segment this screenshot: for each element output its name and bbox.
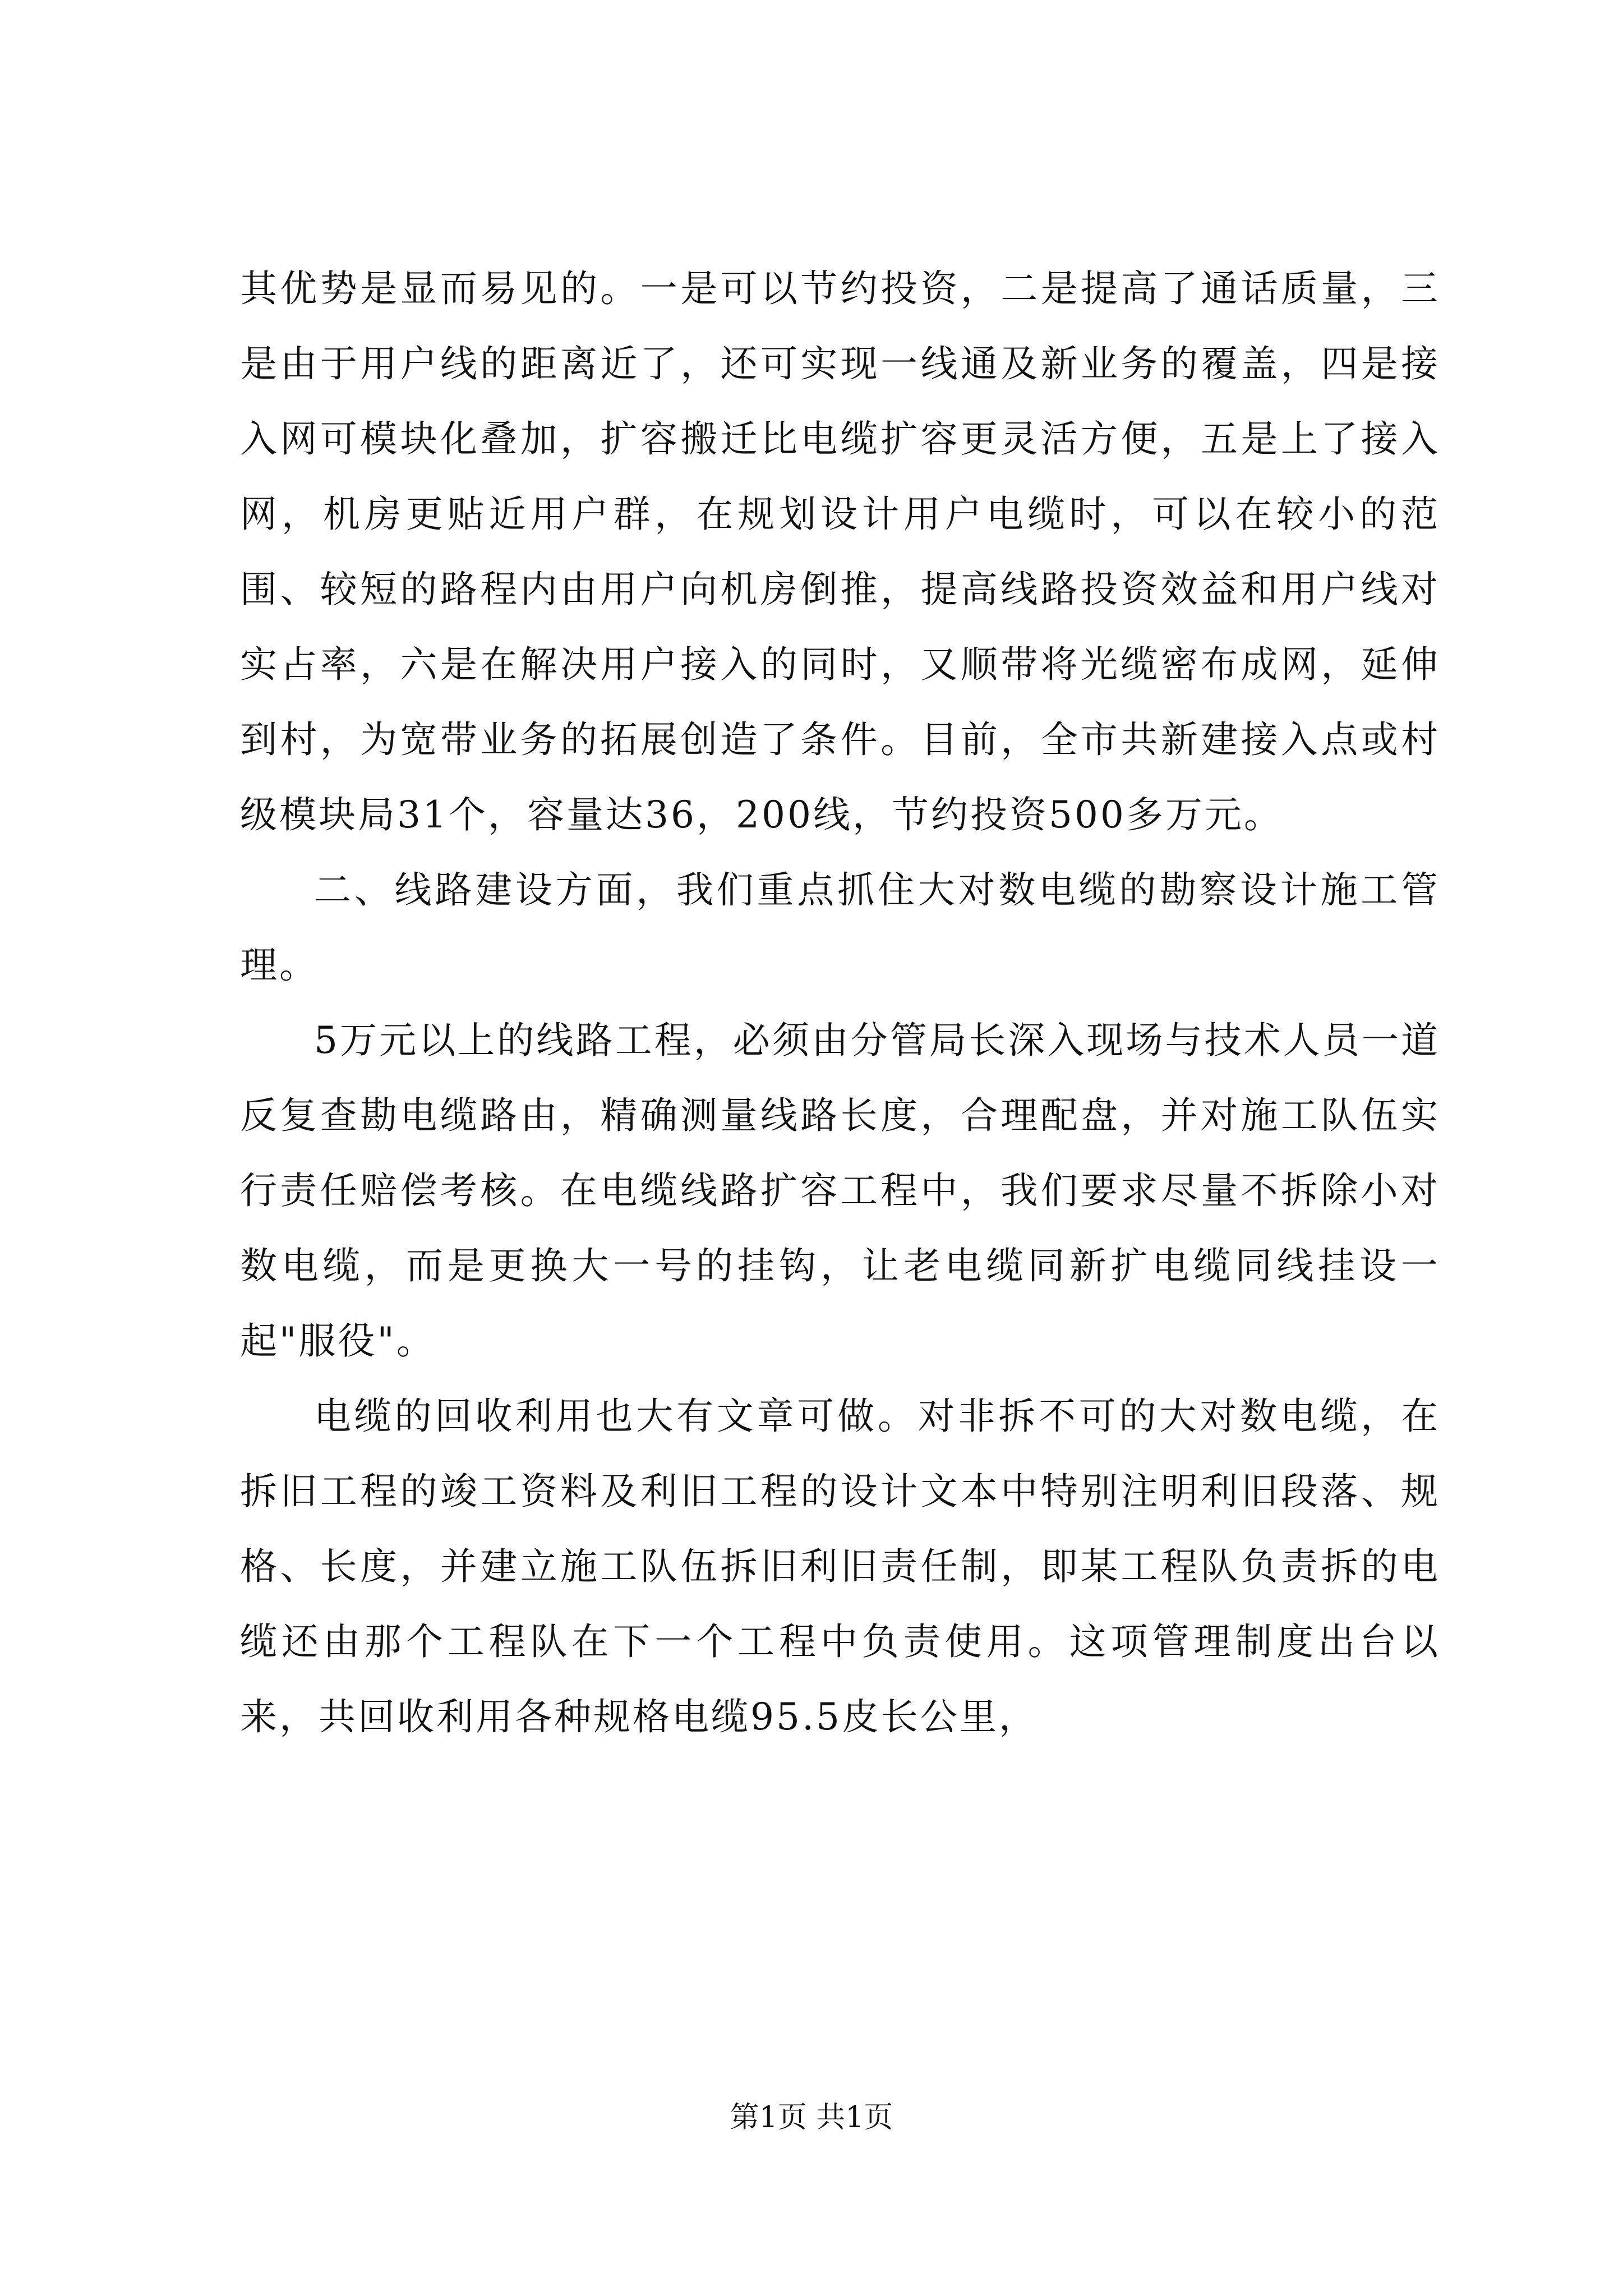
page-footer: 第1页 共1页 — [730, 2101, 893, 2134]
paragraph-continued: 其优势是显而易见的。一是可以节约投资，二是提高了通话质量，三是由于用户线的距离近了，还可实现一线通及新业务的覆盖，四是接入网可模块化叠加，扩容搬迁比电缆扩容更灵活方便，五是上了接入网，机房更贴近用户群，在规划设计用户电缆时，可以在较小的范围、较短的路程内由用户向机房倒推，提高线路投资效益和用户线对实占率，六是在解决用户接入的同时，又顺带将光缆密布成网，延伸到村，为宽带业务的拓展创造了条件。目前，全市共新建接入点或村级模块局31个，容量达36，200线，节约投资500多万元。 — [240, 267, 1440, 836]
paragraph-project-management: 5万元以上的线路工程，必须由分管局长深入现场与技术人员一道反复查勘电缆路由，精确测量线路长度，合理配盘，并对施工队伍实行责任赔偿考核。在电缆线路扩容工程中，我们要求尽量不拆除小对数电缆，而是更换大一号的挂钩，让老电缆同新扩电缆同线挂设一起"服役"。 — [240, 1019, 1440, 1363]
paragraph-line-construction: 二、线路建设方面，我们重点抓住大对数电缆的勘察设计施工管理。 — [240, 868, 1440, 987]
paragraph-cable-recycling: 电缆的回收利用也大有文章可做。对非拆不可的大对数电缆，在拆旧工程的竣工资料及利旧工程的设计文本中特别注明利旧段落、规格、长度，并建立施工队伍拆旧利旧责任制，即某工程队负责拆的电缆还由那个工程队在下一个工程中负责使用。这项管理制度出台以来，共回收利用各种规格电缆95.5皮长公里， — [240, 1395, 1440, 1738]
body-text — [240, 251, 1440, 1755]
